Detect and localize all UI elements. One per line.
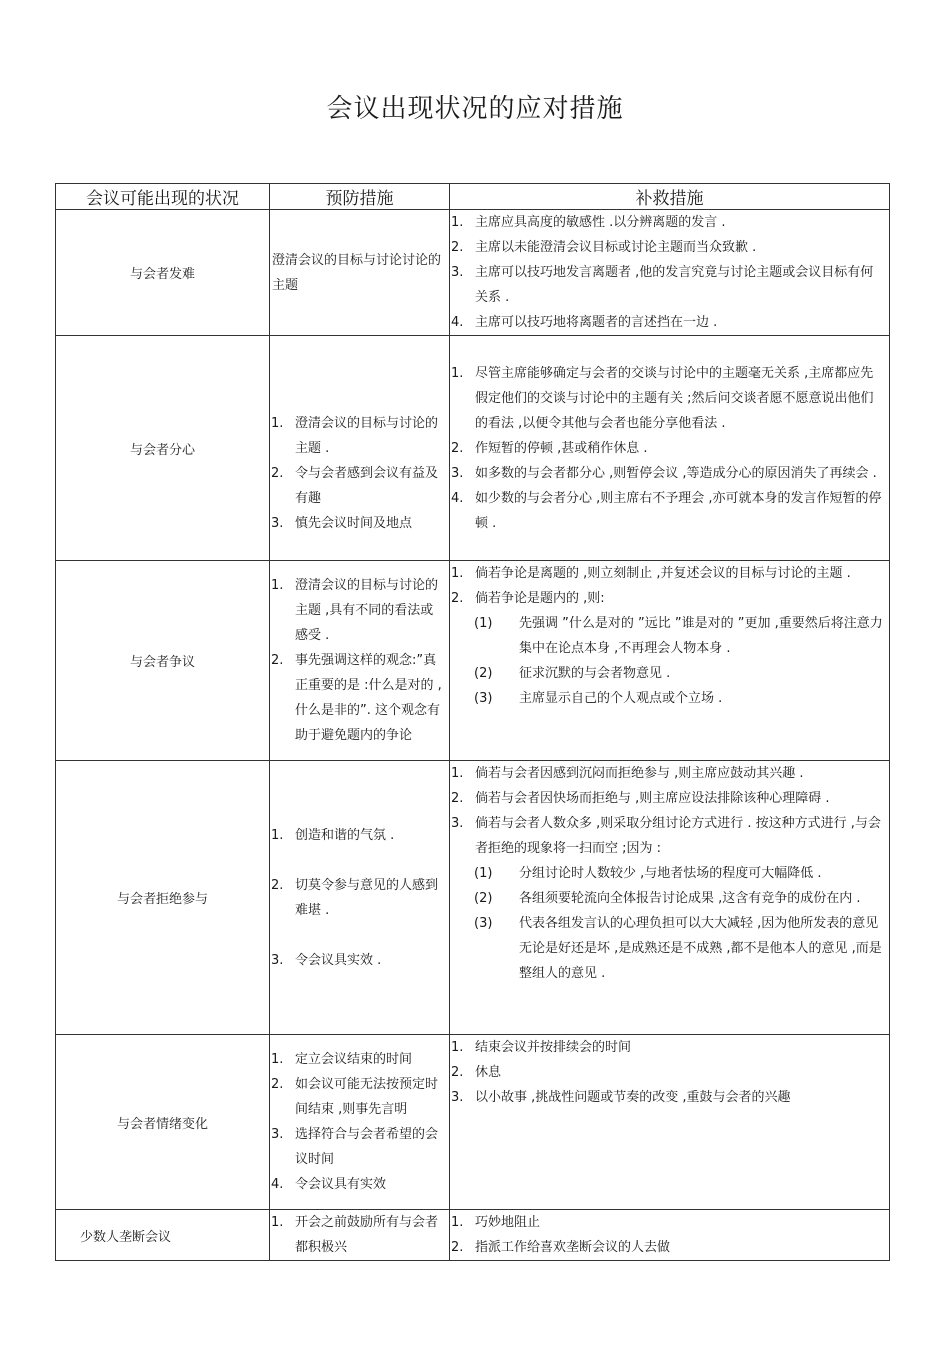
table-row — [56, 561, 890, 761]
table-row — [56, 210, 890, 336]
sub-list-item: (2) 各组须要轮流向全体报告讨论成果 ,这含有竞争的成份在内 . — [474, 891, 861, 906]
list-item: 3. 倘若与会者人数众多 ,则采取分组讨论方式进行 . 按这种方式进行 ,与会者拒绝的现象将一扫而空 ;因为 : — [451, 816, 881, 856]
list-item: 3. 令会议具实效 . — [271, 952, 382, 968]
table-row — [56, 1035, 890, 1210]
list-item: 1. 定立会议结束的时间 — [271, 1052, 413, 1067]
header-remedy: 补救措施 — [450, 184, 890, 210]
list-item: 1. 倘若争论是离题的 ,则立刻制止 ,并复述会议的目标与讨论的主题 . — [451, 566, 851, 581]
sub-list-item: (2) 征求沉默的与会者物意见 . — [474, 666, 671, 681]
remedy-cell — [450, 336, 890, 561]
list-item: 1. 倘若与会者因感到沉闷而拒绝参与 ,则主席应鼓动其兴趣 . — [451, 766, 804, 781]
table-row — [56, 1210, 890, 1261]
list-item: 2. 切莫令参与意见的人感到难堪 . — [271, 877, 439, 918]
list-item: 1. 尽管主席能够确定与会者的交谈与讨论中的主题毫无关系 ,主席都应先假定他们的交谈与讨论中的主题有关 ;然后问交谈者愿不愿意说出他们的看法 ,以便令其他与会者也能分享他看法 . — [451, 365, 874, 431]
list-item: 2. 作短暂的停顿 ,甚或稍作休息 . — [451, 440, 648, 456]
situation-cell: 与会者发难 — [56, 210, 270, 336]
remedy-cell — [450, 210, 890, 336]
table-header-row — [56, 184, 890, 210]
list-item: 1. 开会之前鼓励所有与会者都积极兴 — [271, 1215, 439, 1255]
list-item: 1. 巧妙地阻止 — [451, 1215, 541, 1230]
list-item: 2. 倘若与会者因快场而拒绝与 ,则主席应设法排除该种心理障碍 . — [451, 791, 830, 806]
situation-cell: 少数人垄断会议 — [56, 1210, 270, 1261]
prevention-cell — [270, 1210, 450, 1261]
measures-table — [55, 183, 890, 1261]
sub-list-item: (3) 代表各组发言认的心理负担可以大大减轻 ,因为他所发表的意见无论是好还是坏 ,是成熟还是不成熟 ,都不是他本人的意见 ,而是整组人的意见 . — [474, 916, 882, 981]
list-item: 3. 选择符合与会者希望的会议时间 — [271, 1127, 439, 1167]
list-item: 3. 如多数的与会者都分心 ,则暂停会议 ,等造成分心的原因消失了再续会 . — [451, 465, 877, 481]
list-item: 1. 澄清会议的目标与讨论的主题 . — [271, 416, 439, 456]
list-item: 2. 主席以未能澄清会议目标或讨论主题而当众致歉 . — [451, 240, 757, 255]
table-row — [56, 336, 890, 561]
remedy-cell — [450, 1210, 890, 1261]
document-title: 会议出现状况的应对措施 — [326, 94, 624, 124]
prevention-text: 澄清会议的目标与讨论讨论的主题 — [272, 252, 442, 293]
list-item: 1. 结束会议并按排续会的时间 — [451, 1040, 632, 1055]
prevention-cell — [270, 1035, 450, 1210]
prevention-cell — [270, 336, 450, 561]
sub-list-item: (1) 分组讨论时人数较少 ,与地者怯场的程度可大幅降低 . — [474, 866, 822, 881]
list-item: 3. 慎先会议时间及地点 — [271, 516, 413, 531]
list-item: 3. 主席可以技巧地发言离题者 ,他的发言究竟与讨论主题或会议目标有何关系 . — [451, 265, 874, 305]
remedy-cell — [450, 561, 890, 761]
remedy-cell — [450, 1035, 890, 1210]
list-item: 2. 指派工作给喜欢垄断会议的人去做 — [451, 1240, 671, 1255]
list-item: 1. 主席应具高度的敏感性 .以分辨离题的发言 . — [451, 215, 726, 230]
list-item: 2. 休息 — [451, 1065, 502, 1080]
list-item: 4. 如少数的与会者分心 ,则主席右不予理会 ,亦可就本身的发言作短暂的停顿 . — [451, 490, 882, 531]
list-item: 3. 以小故事 ,挑战性问题或节奏的改变 ,重鼓与会者的兴趣 — [451, 1090, 791, 1105]
header-situation: 会议可能出现的状况 — [56, 184, 270, 210]
list-item: 4. 令会议具有实效 — [271, 1177, 387, 1192]
situation-cell: 与会者拒绝参与 — [56, 761, 270, 1035]
table-row — [56, 761, 890, 1035]
list-item: 2. 事先强调这样的观念:”真正重要的是 :什么是对的 ,什么是非的”. 这个观念有助于避免题内的争论 — [271, 653, 442, 743]
prevention-cell — [270, 561, 450, 761]
remedy-cell — [450, 761, 890, 1035]
situation-cell: 与会者分心 — [56, 336, 270, 561]
list-item: 4. 主席可以技巧地将离题者的言述挡在一边 . — [451, 315, 718, 330]
list-item: 1. 澄清会议的目标与讨论的主题 ,具有不同的看法或感受 . — [271, 578, 439, 643]
list-item: 2. 倘若争论是题内的 ,则: — [451, 591, 605, 606]
prevention-cell — [270, 761, 450, 1035]
header-prevention: 预防措施 — [270, 184, 450, 210]
sub-list-item: (3) 主席显示自己的个人观点或个立场 . — [474, 691, 723, 706]
list-item: 1. 创造和谐的气氛 . — [271, 827, 395, 843]
sub-list-item: (1) 先强调 ”什么是对的 ”远比 ”谁是对的 ”更加 ,重要然后将注意力集中在论点本身 ,不再理会人物本身 . — [474, 616, 883, 656]
situation-cell: 与会者情绪变化 — [56, 1035, 270, 1210]
situation-cell: 与会者争议 — [56, 561, 270, 761]
prevention-cell — [270, 210, 450, 336]
list-item: 2. 如会议可能无法按预定时间结束 ,则事先言明 — [271, 1077, 439, 1117]
list-item: 2. 令与会者感到会议有益及有趣 — [271, 466, 439, 506]
